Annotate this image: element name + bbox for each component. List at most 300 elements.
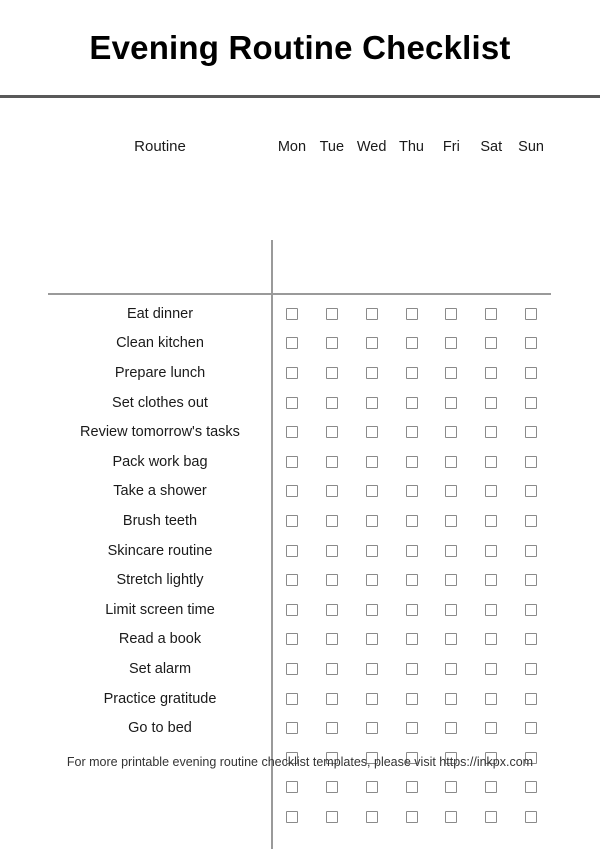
row-checkboxes xyxy=(272,329,551,359)
table-row xyxy=(0,773,600,803)
checkbox-icon[interactable] xyxy=(366,367,378,379)
table-row xyxy=(0,299,600,329)
checkbox-cell-mon[interactable] xyxy=(272,397,312,409)
row-checkboxes xyxy=(272,299,551,329)
checkbox-cell-sat[interactable] xyxy=(471,693,511,705)
checkbox-icon[interactable] xyxy=(326,426,338,438)
checkbox-icon[interactable] xyxy=(286,781,298,793)
checkbox-icon[interactable] xyxy=(485,811,497,823)
checkbox-cell-thu[interactable] xyxy=(392,426,432,438)
routine-label: Prepare lunch xyxy=(114,364,206,381)
checkbox-icon[interactable] xyxy=(485,367,497,379)
checkbox-cell-sat[interactable] xyxy=(471,545,511,557)
checkbox-icon[interactable] xyxy=(525,426,537,438)
checkbox-icon[interactable] xyxy=(485,456,497,468)
table-row xyxy=(0,625,600,655)
table-row xyxy=(0,447,600,477)
checkbox-icon[interactable] xyxy=(406,456,418,468)
checkbox-cell-sun[interactable] xyxy=(511,811,551,823)
checkbox-cell-wed[interactable] xyxy=(352,337,392,349)
checkbox-icon[interactable] xyxy=(406,337,418,349)
checkbox-cell-fri[interactable] xyxy=(431,604,471,616)
checkbox-icon[interactable] xyxy=(326,397,338,409)
checkbox-icon[interactable] xyxy=(286,574,298,586)
checkbox-icon[interactable] xyxy=(286,337,298,349)
checkbox-icon[interactable] xyxy=(485,426,497,438)
day-header-wed: Wed xyxy=(356,138,387,155)
checkbox-icon[interactable] xyxy=(525,456,537,468)
checkbox-cell-tue[interactable] xyxy=(312,574,352,586)
checkbox-icon[interactable] xyxy=(406,604,418,616)
checkbox-icon[interactable] xyxy=(485,663,497,675)
checkbox-cell-wed[interactable] xyxy=(352,367,392,379)
row-checkboxes xyxy=(272,388,551,418)
row-checkboxes xyxy=(272,595,551,625)
table-header-row xyxy=(0,118,600,175)
checkbox-cell-mon[interactable] xyxy=(272,545,312,557)
routine-label: Practice gratitude xyxy=(103,690,217,707)
checkbox-icon[interactable] xyxy=(445,722,457,734)
checkbox-icon[interactable] xyxy=(445,397,457,409)
routine-label: Read a book xyxy=(118,631,202,648)
checkbox-icon[interactable] xyxy=(366,781,378,793)
checkbox-cell-sat[interactable] xyxy=(471,308,511,320)
checkbox-cell-fri[interactable] xyxy=(431,456,471,468)
checkbox-icon[interactable] xyxy=(525,308,537,320)
checkbox-icon[interactable] xyxy=(445,485,457,497)
checkbox-icon[interactable] xyxy=(406,693,418,705)
checkbox-icon[interactable] xyxy=(485,397,497,409)
checkbox-cell-sat[interactable] xyxy=(471,633,511,645)
checkbox-cell-fri[interactable] xyxy=(431,633,471,645)
checkbox-cell-sat[interactable] xyxy=(471,397,511,409)
checkbox-cell-thu[interactable] xyxy=(392,604,432,616)
checkbox-cell-thu[interactable] xyxy=(392,337,432,349)
checkbox-cell-thu[interactable] xyxy=(392,308,432,320)
checkbox-icon[interactable] xyxy=(366,574,378,586)
checkbox-cell-sun[interactable] xyxy=(511,337,551,349)
checkbox-icon[interactable] xyxy=(525,337,537,349)
checkbox-icon[interactable] xyxy=(366,545,378,557)
checkbox-cell-tue[interactable] xyxy=(312,308,352,320)
checkbox-icon[interactable] xyxy=(366,663,378,675)
checkbox-icon[interactable] xyxy=(525,485,537,497)
checkbox-cell-tue[interactable] xyxy=(312,633,352,645)
checkbox-icon[interactable] xyxy=(485,722,497,734)
checkbox-cell-thu[interactable] xyxy=(392,663,432,675)
table-row xyxy=(0,802,600,832)
checklist-table xyxy=(0,118,600,737)
checkbox-cell-wed[interactable] xyxy=(352,633,392,645)
checkbox-cell-tue[interactable] xyxy=(312,693,352,705)
checkbox-icon[interactable] xyxy=(286,308,298,320)
checkbox-cell-wed[interactable] xyxy=(352,574,392,586)
checkbox-cell-sat[interactable] xyxy=(471,811,511,823)
checkbox-icon[interactable] xyxy=(286,693,298,705)
checkbox-cell-mon[interactable] xyxy=(272,485,312,497)
checkbox-cell-fri[interactable] xyxy=(431,722,471,734)
checkbox-icon[interactable] xyxy=(326,485,338,497)
checkbox-cell-fri[interactable] xyxy=(431,811,471,823)
routine-label: Go to bed xyxy=(128,720,192,737)
day-header-thu: Thu xyxy=(399,138,424,155)
checkbox-cell-wed[interactable] xyxy=(352,663,392,675)
table-row xyxy=(0,417,600,447)
checkbox-icon[interactable] xyxy=(366,485,378,497)
checkbox-icon[interactable] xyxy=(406,515,418,527)
routine-label xyxy=(48,802,272,832)
checkbox-icon[interactable] xyxy=(485,337,497,349)
checkbox-icon[interactable] xyxy=(286,545,298,557)
checkbox-icon[interactable] xyxy=(366,397,378,409)
routine-label: Brush teeth xyxy=(122,512,198,529)
checkbox-icon[interactable] xyxy=(286,515,298,527)
checkbox-cell-tue[interactable] xyxy=(312,456,352,468)
checkbox-icon[interactable] xyxy=(326,663,338,675)
checkbox-icon[interactable] xyxy=(525,781,537,793)
checkbox-cell-tue[interactable] xyxy=(312,485,352,497)
checkbox-cell-mon[interactable] xyxy=(272,693,312,705)
checkbox-icon[interactable] xyxy=(366,515,378,527)
checkbox-icon[interactable] xyxy=(525,574,537,586)
day-header-tue: Tue xyxy=(319,138,345,155)
checkbox-icon[interactable] xyxy=(366,456,378,468)
checkbox-cell-fri[interactable] xyxy=(431,485,471,497)
checkbox-icon[interactable] xyxy=(286,456,298,468)
checkbox-icon[interactable] xyxy=(326,456,338,468)
checkbox-icon[interactable] xyxy=(286,811,298,823)
checkbox-cell-sat[interactable] xyxy=(471,574,511,586)
checkbox-icon[interactable] xyxy=(286,604,298,616)
checkbox-cell-sun[interactable] xyxy=(511,456,551,468)
checkbox-cell-wed[interactable] xyxy=(352,515,392,527)
row-checkboxes xyxy=(272,417,551,447)
day-header-sun: Sun xyxy=(518,138,544,155)
checkbox-cell-mon[interactable] xyxy=(272,367,312,379)
checkbox-cell-sun[interactable] xyxy=(511,426,551,438)
checkbox-cell-sat[interactable] xyxy=(471,781,511,793)
checkbox-cell-sun[interactable] xyxy=(511,367,551,379)
checkbox-icon[interactable] xyxy=(286,485,298,497)
row-checkboxes xyxy=(272,506,551,536)
routine-label: Stretch lightly xyxy=(116,572,204,589)
checkbox-cell-wed[interactable] xyxy=(352,722,392,734)
checkbox-icon[interactable] xyxy=(445,811,457,823)
routine-label xyxy=(48,773,272,803)
checkbox-cell-wed[interactable] xyxy=(352,811,392,823)
table-row xyxy=(0,477,600,507)
checkbox-icon[interactable] xyxy=(406,308,418,320)
checkbox-icon[interactable] xyxy=(286,426,298,438)
checkbox-icon[interactable] xyxy=(406,485,418,497)
checkbox-icon[interactable] xyxy=(366,308,378,320)
checkbox-cell-mon[interactable] xyxy=(272,722,312,734)
checkbox-cell-fri[interactable] xyxy=(431,545,471,557)
checkbox-cell-mon[interactable] xyxy=(272,633,312,645)
table-row xyxy=(0,684,600,714)
row-checkboxes xyxy=(272,536,551,566)
checkbox-cell-tue[interactable] xyxy=(312,367,352,379)
row-checkboxes xyxy=(272,654,551,684)
day-header-sat: Sat xyxy=(480,138,503,155)
checkbox-cell-tue[interactable] xyxy=(312,515,352,527)
row-checkboxes xyxy=(272,802,551,832)
checkbox-icon[interactable] xyxy=(326,308,338,320)
checkbox-icon[interactable] xyxy=(525,693,537,705)
checkbox-icon[interactable] xyxy=(406,811,418,823)
checkbox-cell-fri[interactable] xyxy=(431,693,471,705)
checkbox-cell-sun[interactable] xyxy=(511,515,551,527)
checkbox-icon[interactable] xyxy=(485,545,497,557)
checkbox-cell-mon[interactable] xyxy=(272,604,312,616)
checkbox-cell-wed[interactable] xyxy=(352,485,392,497)
checkbox-icon[interactable] xyxy=(445,574,457,586)
checkbox-cell-mon[interactable] xyxy=(272,781,312,793)
checkbox-icon[interactable] xyxy=(445,308,457,320)
checkbox-icon[interactable] xyxy=(286,397,298,409)
checkbox-icon[interactable] xyxy=(326,515,338,527)
checkbox-icon[interactable] xyxy=(366,604,378,616)
day-columns-header xyxy=(272,118,551,175)
checkbox-icon[interactable] xyxy=(326,337,338,349)
checkbox-icon[interactable] xyxy=(485,485,497,497)
checkbox-cell-sun[interactable] xyxy=(511,722,551,734)
checkbox-cell-thu[interactable] xyxy=(392,574,432,586)
checkbox-cell-thu[interactable] xyxy=(392,545,432,557)
checkbox-icon[interactable] xyxy=(406,545,418,557)
checkbox-cell-wed[interactable] xyxy=(352,456,392,468)
row-checkboxes xyxy=(272,477,551,507)
checkbox-icon[interactable] xyxy=(525,811,537,823)
checkbox-icon[interactable] xyxy=(406,426,418,438)
routine-label: Limit screen time xyxy=(105,601,215,618)
checkbox-icon[interactable] xyxy=(485,515,497,527)
checkbox-icon[interactable] xyxy=(366,811,378,823)
table-row xyxy=(0,595,600,625)
checkbox-cell-mon[interactable] xyxy=(272,811,312,823)
checkbox-cell-tue[interactable] xyxy=(312,722,352,734)
checkbox-cell-fri[interactable] xyxy=(431,663,471,675)
checkbox-cell-mon[interactable] xyxy=(272,574,312,586)
checkbox-cell-fri[interactable] xyxy=(431,781,471,793)
checkbox-icon[interactable] xyxy=(525,545,537,557)
checkbox-cell-wed[interactable] xyxy=(352,545,392,557)
checkbox-cell-mon[interactable] xyxy=(272,308,312,320)
checkbox-cell-thu[interactable] xyxy=(392,456,432,468)
checkbox-cell-sun[interactable] xyxy=(511,545,551,557)
checkbox-icon[interactable] xyxy=(406,722,418,734)
routine-label: Eat dinner xyxy=(126,305,194,322)
checkbox-cell-fri[interactable] xyxy=(431,367,471,379)
checkbox-icon[interactable] xyxy=(445,367,457,379)
checkbox-cell-sat[interactable] xyxy=(471,722,511,734)
row-checkboxes xyxy=(272,684,551,714)
routine-column-header: Routine xyxy=(134,138,186,155)
routine-label: Set clothes out xyxy=(112,394,208,411)
routine-label: Review tomorrow's tasks xyxy=(80,424,240,441)
checkbox-cell-mon[interactable] xyxy=(272,515,312,527)
checkbox-icon[interactable] xyxy=(406,574,418,586)
checkbox-cell-wed[interactable] xyxy=(352,308,392,320)
table-row xyxy=(0,536,600,566)
checkbox-cell-wed[interactable] xyxy=(352,781,392,793)
checkbox-cell-mon[interactable] xyxy=(272,426,312,438)
table-row xyxy=(0,506,600,536)
header-separator-rule xyxy=(48,293,551,295)
checkbox-icon[interactable] xyxy=(485,781,497,793)
checkbox-cell-sat[interactable] xyxy=(471,515,511,527)
table-row xyxy=(0,329,600,359)
table-row xyxy=(0,565,600,595)
checkbox-cell-mon[interactable] xyxy=(272,337,312,349)
checkbox-cell-sat[interactable] xyxy=(471,604,511,616)
checkbox-cell-fri[interactable] xyxy=(431,515,471,527)
checkbox-icon[interactable] xyxy=(445,515,457,527)
row-checkboxes xyxy=(272,565,551,595)
checkbox-icon[interactable] xyxy=(286,367,298,379)
row-checkboxes xyxy=(272,358,551,388)
checkbox-cell-sun[interactable] xyxy=(511,574,551,586)
table-body xyxy=(0,299,600,832)
checkbox-cell-fri[interactable] xyxy=(431,397,471,409)
checkbox-cell-fri[interactable] xyxy=(431,574,471,586)
checkbox-cell-thu[interactable] xyxy=(392,397,432,409)
checkbox-cell-sun[interactable] xyxy=(511,397,551,409)
checkbox-cell-fri[interactable] xyxy=(431,337,471,349)
checkbox-icon[interactable] xyxy=(406,397,418,409)
checkbox-cell-tue[interactable] xyxy=(312,604,352,616)
checkbox-icon[interactable] xyxy=(525,663,537,675)
checkbox-icon[interactable] xyxy=(485,604,497,616)
checkbox-icon[interactable] xyxy=(286,663,298,675)
checkbox-icon[interactable] xyxy=(445,633,457,645)
checkbox-icon[interactable] xyxy=(525,633,537,645)
checkbox-icon[interactable] xyxy=(525,604,537,616)
checkbox-icon[interactable] xyxy=(485,308,497,320)
checkbox-icon[interactable] xyxy=(445,456,457,468)
checkbox-icon[interactable] xyxy=(326,693,338,705)
checkbox-cell-sun[interactable] xyxy=(511,604,551,616)
row-checkboxes xyxy=(272,447,551,477)
checkbox-icon[interactable] xyxy=(326,574,338,586)
checkbox-cell-mon[interactable] xyxy=(272,663,312,675)
table-row xyxy=(0,388,600,418)
checkbox-icon[interactable] xyxy=(366,633,378,645)
checkbox-icon[interactable] xyxy=(286,633,298,645)
checkbox-cell-thu[interactable] xyxy=(392,811,432,823)
routine-label: Take a shower xyxy=(113,483,207,500)
checkbox-icon[interactable] xyxy=(445,426,457,438)
checkbox-cell-thu[interactable] xyxy=(392,693,432,705)
checkbox-icon[interactable] xyxy=(445,545,457,557)
checkbox-cell-sun[interactable] xyxy=(511,781,551,793)
checkbox-icon[interactable] xyxy=(366,722,378,734)
checkbox-icon[interactable] xyxy=(406,367,418,379)
checkbox-icon[interactable] xyxy=(445,693,457,705)
routine-label: Pack work bag xyxy=(112,453,208,470)
checkbox-cell-tue[interactable] xyxy=(312,545,352,557)
checkbox-cell-wed[interactable] xyxy=(352,693,392,705)
checkbox-cell-sun[interactable] xyxy=(511,485,551,497)
checkbox-cell-sat[interactable] xyxy=(471,337,511,349)
checkbox-icon[interactable] xyxy=(406,663,418,675)
checkbox-icon[interactable] xyxy=(485,633,497,645)
checkbox-cell-wed[interactable] xyxy=(352,604,392,616)
checkbox-icon[interactable] xyxy=(406,781,418,793)
checkbox-cell-sat[interactable] xyxy=(471,485,511,497)
checkbox-icon[interactable] xyxy=(406,633,418,645)
routine-label: Skincare routine xyxy=(107,542,213,559)
checkbox-icon[interactable] xyxy=(525,397,537,409)
checkbox-cell-sun[interactable] xyxy=(511,308,551,320)
checkbox-icon[interactable] xyxy=(326,604,338,616)
checkbox-cell-tue[interactable] xyxy=(312,426,352,438)
checkbox-cell-fri[interactable] xyxy=(431,308,471,320)
checkbox-icon[interactable] xyxy=(525,367,537,379)
row-checkboxes xyxy=(272,773,551,803)
checkbox-icon[interactable] xyxy=(445,337,457,349)
checkbox-cell-thu[interactable] xyxy=(392,722,432,734)
checkbox-cell-thu[interactable] xyxy=(392,515,432,527)
checkbox-cell-tue[interactable] xyxy=(312,397,352,409)
checkbox-cell-sun[interactable] xyxy=(511,663,551,675)
checkbox-icon[interactable] xyxy=(485,574,497,586)
row-checkboxes xyxy=(272,713,551,743)
checkbox-icon[interactable] xyxy=(326,781,338,793)
checkbox-cell-wed[interactable] xyxy=(352,426,392,438)
checkbox-cell-thu[interactable] xyxy=(392,781,432,793)
checkbox-cell-thu[interactable] xyxy=(392,485,432,497)
checkbox-cell-thu[interactable] xyxy=(392,367,432,379)
checkbox-cell-tue[interactable] xyxy=(312,337,352,349)
checkbox-icon[interactable] xyxy=(326,722,338,734)
checkbox-cell-sat[interactable] xyxy=(471,663,511,675)
checkbox-icon[interactable] xyxy=(525,722,537,734)
checkbox-icon[interactable] xyxy=(485,693,497,705)
checkbox-icon[interactable] xyxy=(326,633,338,645)
checkbox-cell-tue[interactable] xyxy=(312,781,352,793)
checkbox-icon[interactable] xyxy=(445,781,457,793)
checkbox-cell-sat[interactable] xyxy=(471,456,511,468)
checkbox-cell-tue[interactable] xyxy=(312,811,352,823)
table-row xyxy=(0,713,600,743)
checkbox-cell-sun[interactable] xyxy=(511,693,551,705)
checkbox-icon[interactable] xyxy=(326,811,338,823)
checkbox-icon[interactable] xyxy=(326,545,338,557)
checkbox-icon[interactable] xyxy=(326,367,338,379)
day-header-mon: Mon xyxy=(277,138,307,155)
checkbox-cell-tue[interactable] xyxy=(312,663,352,675)
checkbox-icon[interactable] xyxy=(366,426,378,438)
routine-label: Clean kitchen xyxy=(116,335,204,352)
checkbox-icon[interactable] xyxy=(445,663,457,675)
page-title: Evening Routine Checklist xyxy=(89,29,511,66)
checkbox-icon[interactable] xyxy=(525,515,537,527)
title-area xyxy=(0,0,600,96)
checkbox-cell-sat[interactable] xyxy=(471,367,511,379)
checkbox-icon[interactable] xyxy=(366,693,378,705)
checkbox-icon[interactable] xyxy=(286,722,298,734)
table-row xyxy=(0,358,600,388)
checkbox-icon[interactable] xyxy=(366,337,378,349)
checkbox-icon[interactable] xyxy=(445,604,457,616)
checkbox-cell-wed[interactable] xyxy=(352,397,392,409)
checkbox-cell-sat[interactable] xyxy=(471,426,511,438)
checkbox-cell-thu[interactable] xyxy=(392,633,432,645)
checkbox-cell-sun[interactable] xyxy=(511,633,551,645)
checkbox-cell-mon[interactable] xyxy=(272,456,312,468)
checkbox-cell-fri[interactable] xyxy=(431,426,471,438)
